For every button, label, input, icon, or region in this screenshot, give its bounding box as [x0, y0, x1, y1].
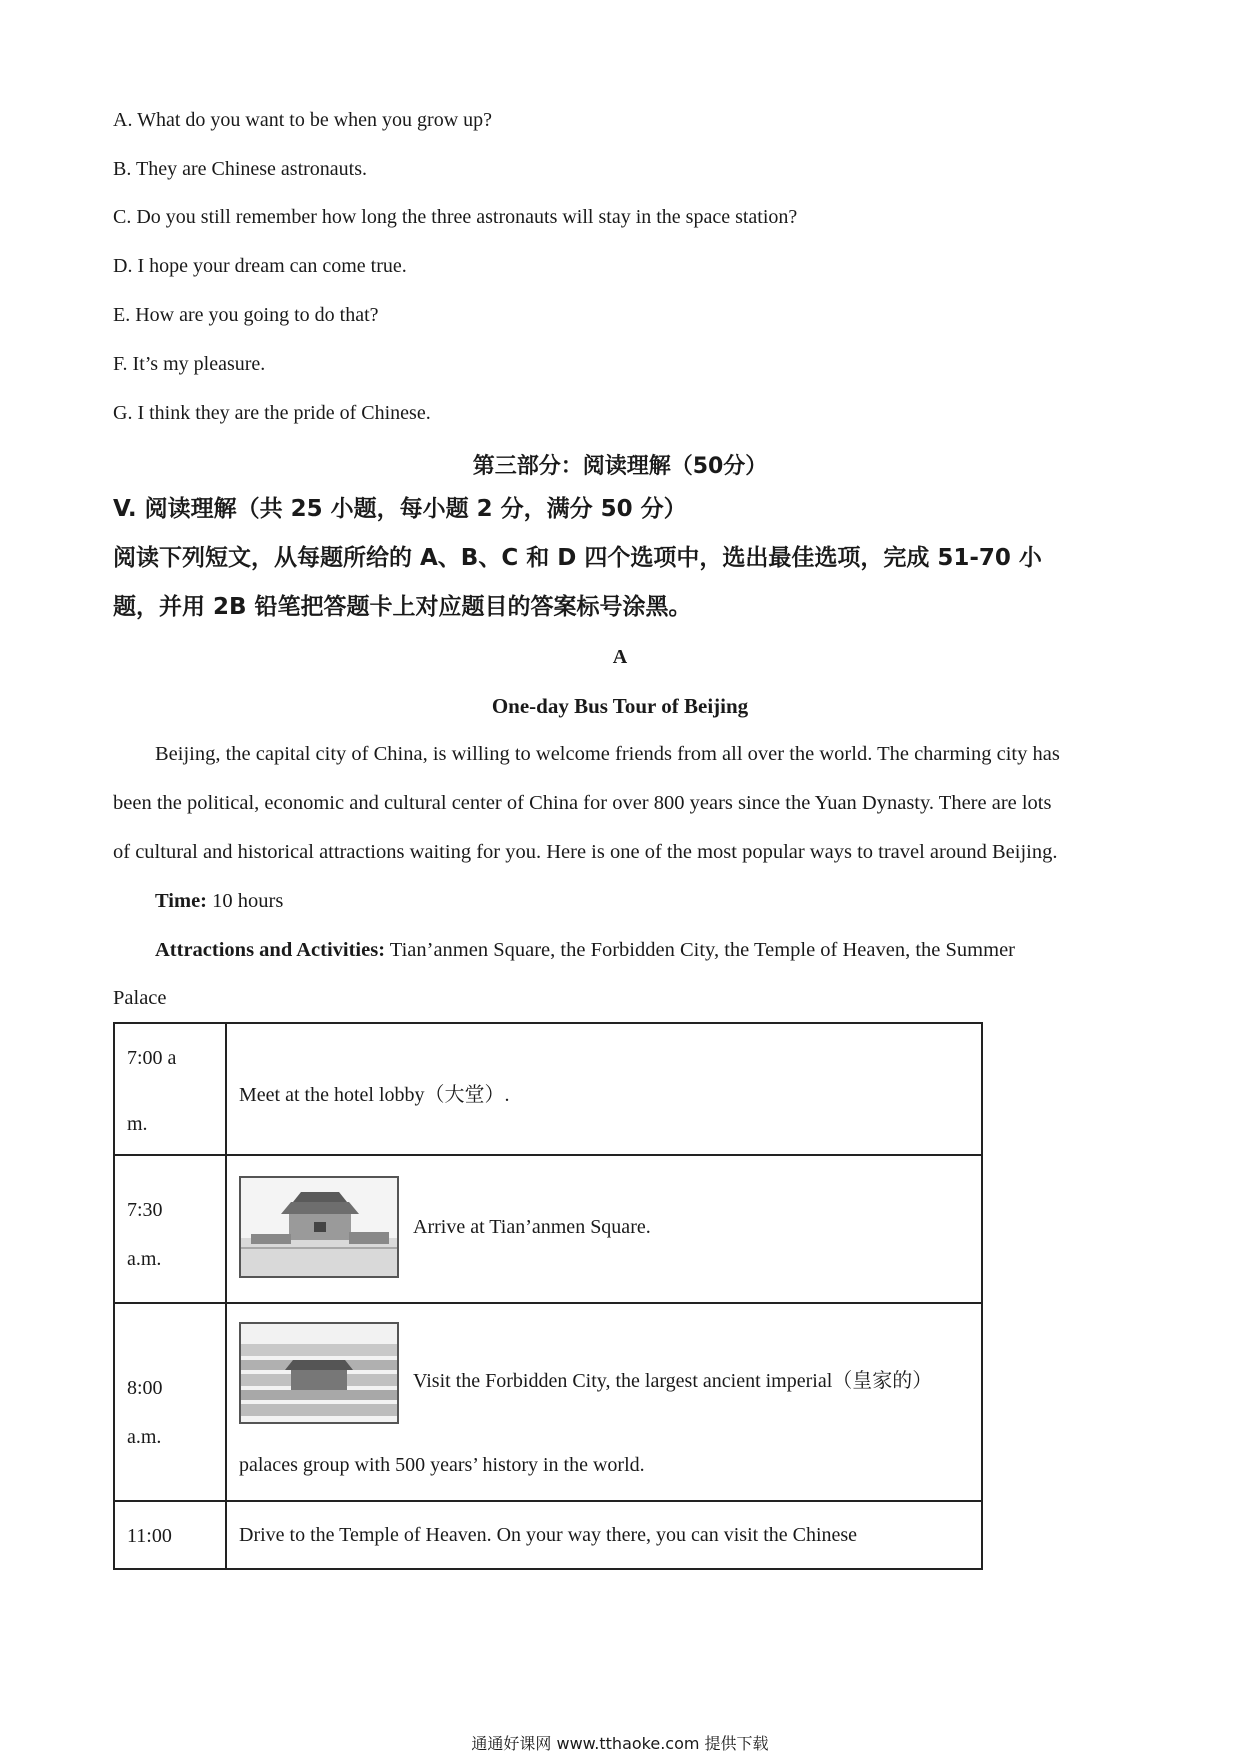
time-label: Time: — [155, 890, 208, 912]
option-letter: E. — [113, 304, 131, 326]
option-text: They are Chinese astronauts. — [135, 158, 368, 180]
time-line: 7:30 — [127, 1199, 163, 1221]
option-text: I hope your dream can come true. — [137, 255, 407, 277]
footer-watermark: 通通好课网 www.tthaoke.com 提供下载 — [471, 1734, 769, 1753]
description-cell — [226, 1155, 982, 1303]
section-title: 第三部分：阅读理解（50分） — [472, 454, 768, 479]
option-g — [113, 401, 431, 425]
option-a — [113, 108, 492, 132]
paragraph-line-2: been the political, economic and cultural center of China for over 800 years since the Yuan Dynasty. There are lots — [113, 792, 1052, 814]
description-cell — [226, 1501, 982, 1569]
table-row — [114, 1303, 982, 1501]
schedule-text: Arrive at Tian’anmen Square. — [413, 1216, 651, 1238]
option-text: I think they are the pride of Chinese. — [137, 402, 431, 424]
paragraph-line-1: Beijing, the capital city of China, is willing to welcome friends from all over the world. The charming city has — [155, 743, 1060, 765]
option-d — [113, 254, 407, 278]
option-c — [113, 205, 797, 229]
option-text: Do you still remember how long the three astronauts will stay in the space station? — [136, 206, 798, 228]
option-letter: B. — [113, 158, 132, 180]
time-cell — [114, 1303, 226, 1501]
option-letter: F. — [113, 353, 128, 375]
table-row — [114, 1023, 982, 1155]
tiananmen-photo-icon — [239, 1176, 399, 1278]
forbidden-city-photo-icon — [239, 1322, 399, 1424]
time-line: a.m. — [127, 1248, 162, 1270]
table-row — [114, 1501, 982, 1569]
option-text: How are you going to do that? — [135, 304, 379, 326]
description-cell — [226, 1303, 982, 1501]
attractions-label: Attractions and Activities: — [155, 939, 386, 961]
schedule-table — [113, 1022, 983, 1570]
option-letter: A. — [113, 109, 133, 131]
section-subtitle: V. 阅读理解（共 25 小题，每小题 2 分，满分 50 分） — [113, 496, 687, 522]
time-cell — [114, 1501, 226, 1569]
instruction-line-2: 题，并用 2B 铅笔把答题卡上对应题目的答案标号涂黑。 — [113, 594, 692, 620]
option-letter: D. — [113, 255, 133, 277]
attractions-value: Tian’anmen Square, the Forbidden City, the Temple of Heaven, the Summer — [385, 939, 1015, 961]
option-letter: G. — [113, 402, 133, 424]
time-info — [155, 889, 283, 913]
option-b — [113, 157, 367, 181]
instruction-line-1: 阅读下列短文，从每题所给的 A、B、C 和 D 四个选项中，选出最佳选项，完成 51-70 小 — [113, 545, 1042, 571]
schedule-text-continued: palaces group with 500 years’ history in the world. — [239, 1454, 645, 1476]
paragraph-line-3: of cultural and historical attractions waiting for you. Here is one of the most popular ways to travel around Beijing. — [113, 841, 1058, 863]
option-letter: C. — [113, 206, 132, 228]
option-text: What do you want to be when you grow up? — [137, 109, 493, 131]
passage-title: One-day Bus Tour of Beijing — [491, 694, 749, 718]
time-cell — [114, 1155, 226, 1303]
time-line: 11:00 — [127, 1525, 172, 1547]
table-row — [114, 1155, 982, 1303]
time-value: 10 hours — [207, 890, 284, 912]
time-line: m. — [127, 1113, 148, 1135]
time-line: a.m. — [127, 1426, 162, 1448]
time-cell — [114, 1023, 226, 1155]
attractions-info — [155, 938, 1015, 962]
attractions-continued: Palace — [113, 987, 167, 1009]
time-line: 7:00 a — [127, 1047, 177, 1069]
schedule-text: Visit the Forbidden City, the largest ancient imperial（皇家的） — [413, 1370, 933, 1392]
option-f — [113, 352, 265, 376]
description-cell — [226, 1023, 982, 1155]
passage-letter: A — [612, 646, 628, 668]
schedule-text: Drive to the Temple of Heaven. On your way there, you can visit the Chinese — [239, 1524, 858, 1546]
option-text: It’s my pleasure. — [132, 353, 266, 375]
time-line: 8:00 — [127, 1377, 163, 1399]
option-e — [113, 303, 379, 327]
schedule-text: Meet at the hotel lobby（大堂）. — [239, 1084, 510, 1106]
